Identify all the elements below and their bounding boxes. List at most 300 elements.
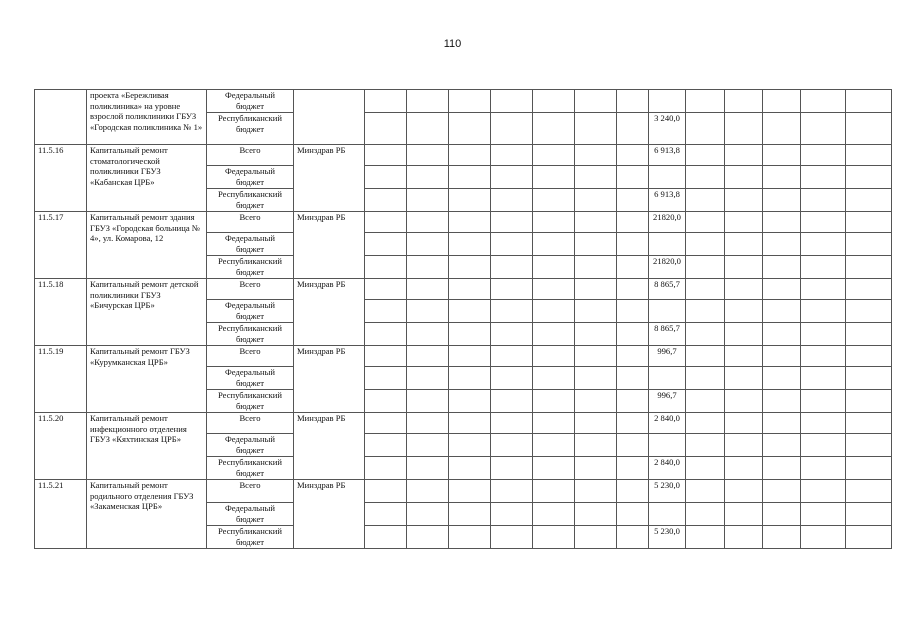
empty-cell	[763, 480, 801, 503]
empty-cell	[763, 323, 801, 346]
empty-cell	[846, 233, 892, 256]
empty-cell	[449, 367, 491, 390]
empty-cell	[763, 367, 801, 390]
empty-cell	[407, 279, 449, 300]
empty-cell	[491, 113, 533, 145]
source-total: Всего	[207, 279, 294, 300]
empty-cell	[801, 90, 846, 113]
empty-cell	[365, 90, 407, 113]
empty-cell	[725, 457, 763, 480]
empty-cell	[725, 279, 763, 300]
empty-cell	[686, 367, 725, 390]
empty-cell	[365, 212, 407, 233]
row-description: Капитальный ремонт стоматологической поликлиники ГБУЗ «Кабанская ЦРБ»	[87, 145, 207, 212]
empty-cell	[686, 300, 725, 323]
empty-cell	[449, 233, 491, 256]
empty-cell	[846, 526, 892, 549]
empty-cell	[617, 113, 649, 145]
table-row	[35, 346, 892, 367]
empty-cell	[725, 367, 763, 390]
empty-cell	[449, 90, 491, 113]
empty-cell	[365, 189, 407, 212]
empty-cell	[575, 413, 617, 434]
empty-cell	[686, 413, 725, 434]
empty-cell	[575, 367, 617, 390]
empty-cell	[407, 166, 449, 189]
empty-cell	[846, 480, 892, 503]
page-number: 110	[443, 38, 462, 50]
source-total: Всего	[207, 346, 294, 367]
empty-cell	[801, 457, 846, 480]
source-republic: Республиканский бюджет	[207, 390, 294, 413]
row-description: Капитальный ремонт родильного отделения ГБУЗ «Закаменская ЦРБ»	[87, 480, 207, 549]
empty-cell	[449, 503, 491, 526]
empty-cell	[617, 457, 649, 480]
empty-cell	[533, 113, 575, 145]
empty-cell	[725, 503, 763, 526]
empty-cell	[763, 300, 801, 323]
empty-cell	[617, 413, 649, 434]
empty-cell	[617, 526, 649, 549]
empty-cell	[725, 323, 763, 346]
empty-cell	[617, 145, 649, 166]
empty-cell	[801, 346, 846, 367]
empty-cell	[491, 300, 533, 323]
empty-cell	[763, 279, 801, 300]
empty-cell	[533, 212, 575, 233]
empty-cell	[686, 346, 725, 367]
empty-cell	[533, 233, 575, 256]
empty-cell	[686, 212, 725, 233]
empty-cell	[763, 145, 801, 166]
empty-cell	[491, 212, 533, 233]
empty-cell	[575, 279, 617, 300]
value-total: 2 840,0	[649, 413, 686, 434]
empty-cell	[407, 233, 449, 256]
empty-cell	[846, 413, 892, 434]
empty-cell	[686, 90, 725, 113]
value-federal	[649, 166, 686, 189]
empty-cell	[365, 256, 407, 279]
empty-cell	[725, 256, 763, 279]
row-executor: Минздрав РБ	[294, 413, 365, 480]
value-republic: 21820,0	[649, 256, 686, 279]
empty-cell	[575, 300, 617, 323]
empty-cell	[407, 503, 449, 526]
empty-cell	[491, 480, 533, 503]
empty-cell	[533, 300, 575, 323]
empty-cell	[491, 503, 533, 526]
empty-cell	[533, 145, 575, 166]
empty-cell	[575, 503, 617, 526]
empty-cell	[533, 390, 575, 413]
row-description: Капитальный ремонт инфекционного отделения ГБУЗ «Кяхтинская ЦРБ»	[87, 413, 207, 480]
source-federal: Федеральный бюджет	[207, 233, 294, 256]
empty-cell	[365, 480, 407, 503]
empty-cell	[491, 323, 533, 346]
empty-cell	[407, 212, 449, 233]
row-number: 11.5.19	[35, 346, 87, 413]
value-federal	[649, 434, 686, 457]
empty-cell	[407, 189, 449, 212]
empty-cell	[449, 346, 491, 367]
empty-cell	[365, 367, 407, 390]
empty-cell	[617, 166, 649, 189]
empty-cell	[365, 503, 407, 526]
empty-cell	[725, 526, 763, 549]
row-number: 11.5.18	[35, 279, 87, 346]
empty-cell	[801, 233, 846, 256]
row-executor: Минздрав РБ	[294, 212, 365, 279]
empty-cell	[801, 367, 846, 390]
empty-cell	[575, 323, 617, 346]
empty-cell	[533, 189, 575, 212]
empty-cell	[533, 279, 575, 300]
empty-cell	[449, 390, 491, 413]
empty-cell	[449, 323, 491, 346]
row-description: проекта «Бережливая поликлиника» на уровне взрослой поликлиники ГБУЗ «Городская поликлиника № 1»	[87, 90, 207, 145]
empty-cell	[846, 503, 892, 526]
empty-cell	[365, 279, 407, 300]
empty-cell	[533, 346, 575, 367]
empty-cell	[763, 346, 801, 367]
empty-cell	[686, 233, 725, 256]
empty-cell	[449, 279, 491, 300]
empty-cell	[846, 434, 892, 457]
empty-cell	[763, 233, 801, 256]
value-total: 21820,0	[649, 212, 686, 233]
empty-cell	[763, 212, 801, 233]
empty-cell	[801, 390, 846, 413]
empty-cell	[846, 457, 892, 480]
empty-cell	[449, 434, 491, 457]
value-republic: 6 913,8	[649, 189, 686, 212]
empty-cell	[491, 166, 533, 189]
empty-cell	[575, 90, 617, 113]
row-number	[35, 90, 87, 145]
empty-cell	[407, 346, 449, 367]
empty-cell	[491, 526, 533, 549]
empty-cell	[449, 413, 491, 434]
empty-cell	[686, 323, 725, 346]
source-federal: Федеральный бюджет	[207, 503, 294, 526]
empty-cell	[801, 113, 846, 145]
value-republic: 8 865,7	[649, 323, 686, 346]
empty-cell	[575, 480, 617, 503]
empty-cell	[365, 145, 407, 166]
empty-cell	[801, 526, 846, 549]
source-federal: Федеральный бюджет	[207, 300, 294, 323]
empty-cell	[846, 189, 892, 212]
empty-cell	[763, 189, 801, 212]
source-total: Всего	[207, 212, 294, 233]
empty-cell	[801, 434, 846, 457]
empty-cell	[617, 279, 649, 300]
empty-cell	[491, 457, 533, 480]
empty-cell	[763, 413, 801, 434]
empty-cell	[686, 166, 725, 189]
empty-cell	[725, 145, 763, 166]
empty-cell	[575, 145, 617, 166]
empty-cell	[801, 480, 846, 503]
row-number: 11.5.17	[35, 212, 87, 279]
value-republic: 996,7	[649, 390, 686, 413]
empty-cell	[407, 323, 449, 346]
table-row	[35, 279, 892, 300]
value-federal	[649, 367, 686, 390]
value-republic: 5 230,0	[649, 526, 686, 549]
table-row	[35, 480, 892, 503]
table-row	[35, 413, 892, 434]
empty-cell	[763, 457, 801, 480]
empty-cell	[533, 323, 575, 346]
empty-cell	[763, 166, 801, 189]
table-row	[35, 145, 892, 166]
empty-cell	[725, 480, 763, 503]
row-executor	[294, 90, 365, 145]
empty-cell	[801, 413, 846, 434]
empty-cell	[763, 526, 801, 549]
empty-cell	[407, 480, 449, 503]
empty-cell	[763, 503, 801, 526]
empty-cell	[365, 526, 407, 549]
value-republic: 3 240,0	[649, 113, 686, 145]
empty-cell	[617, 434, 649, 457]
table-row	[35, 212, 892, 233]
empty-cell	[846, 145, 892, 166]
empty-cell	[617, 300, 649, 323]
empty-cell	[491, 346, 533, 367]
empty-cell	[491, 233, 533, 256]
value-federal	[649, 90, 686, 113]
row-executor: Минздрав РБ	[294, 279, 365, 346]
empty-cell	[449, 113, 491, 145]
empty-cell	[617, 367, 649, 390]
empty-cell	[407, 367, 449, 390]
empty-cell	[686, 390, 725, 413]
empty-cell	[365, 113, 407, 145]
empty-cell	[801, 189, 846, 212]
empty-cell	[763, 256, 801, 279]
empty-cell	[575, 390, 617, 413]
empty-cell	[365, 457, 407, 480]
empty-cell	[407, 434, 449, 457]
source-republic: Республиканский бюджет	[207, 189, 294, 212]
empty-cell	[491, 367, 533, 390]
row-executor: Минздрав РБ	[294, 346, 365, 413]
row-number: 11.5.20	[35, 413, 87, 480]
empty-cell	[801, 279, 846, 300]
row-number: 11.5.21	[35, 480, 87, 549]
empty-cell	[846, 279, 892, 300]
empty-cell	[449, 189, 491, 212]
empty-cell	[449, 457, 491, 480]
value-total: 6 913,8	[649, 145, 686, 166]
empty-cell	[365, 346, 407, 367]
empty-cell	[801, 256, 846, 279]
empty-cell	[449, 212, 491, 233]
empty-cell	[686, 526, 725, 549]
empty-cell	[725, 90, 763, 113]
empty-cell	[846, 367, 892, 390]
empty-cell	[725, 189, 763, 212]
empty-cell	[407, 526, 449, 549]
empty-cell	[449, 300, 491, 323]
source-republic: Республиканский бюджет	[207, 256, 294, 279]
budget-table	[34, 89, 892, 549]
empty-cell	[686, 434, 725, 457]
source-republic: Республиканский бюджет	[207, 526, 294, 549]
empty-cell	[407, 457, 449, 480]
empty-cell	[491, 390, 533, 413]
empty-cell	[617, 189, 649, 212]
empty-cell	[365, 233, 407, 256]
empty-cell	[407, 256, 449, 279]
empty-cell	[801, 166, 846, 189]
empty-cell	[575, 526, 617, 549]
empty-cell	[449, 526, 491, 549]
row-number: 11.5.16	[35, 145, 87, 212]
empty-cell	[617, 233, 649, 256]
empty-cell	[725, 166, 763, 189]
empty-cell	[575, 166, 617, 189]
empty-cell	[725, 346, 763, 367]
value-total: 5 230,0	[649, 480, 686, 503]
row-executor: Минздрав РБ	[294, 145, 365, 212]
empty-cell	[686, 279, 725, 300]
empty-cell	[575, 113, 617, 145]
empty-cell	[725, 300, 763, 323]
empty-cell	[407, 390, 449, 413]
empty-cell	[801, 503, 846, 526]
empty-cell	[533, 503, 575, 526]
empty-cell	[617, 256, 649, 279]
table-row	[35, 90, 892, 113]
empty-cell	[407, 90, 449, 113]
empty-cell	[575, 189, 617, 212]
empty-cell	[533, 526, 575, 549]
empty-cell	[449, 480, 491, 503]
source-federal: Федеральный бюджет	[207, 90, 294, 113]
empty-cell	[686, 480, 725, 503]
empty-cell	[617, 90, 649, 113]
empty-cell	[365, 300, 407, 323]
empty-cell	[365, 434, 407, 457]
empty-cell	[725, 390, 763, 413]
empty-cell	[617, 503, 649, 526]
value-total: 996,7	[649, 346, 686, 367]
source-republic: Республиканский бюджет	[207, 323, 294, 346]
empty-cell	[846, 113, 892, 145]
empty-cell	[449, 145, 491, 166]
source-federal: Федеральный бюджет	[207, 166, 294, 189]
empty-cell	[365, 166, 407, 189]
empty-cell	[533, 367, 575, 390]
empty-cell	[617, 323, 649, 346]
empty-cell	[491, 90, 533, 113]
empty-cell	[686, 457, 725, 480]
empty-cell	[533, 434, 575, 457]
empty-cell	[763, 434, 801, 457]
empty-cell	[365, 390, 407, 413]
value-total: 8 865,7	[649, 279, 686, 300]
empty-cell	[801, 323, 846, 346]
empty-cell	[686, 189, 725, 212]
source-total: Всего	[207, 145, 294, 166]
value-federal	[649, 300, 686, 323]
empty-cell	[491, 434, 533, 457]
source-total: Всего	[207, 413, 294, 434]
empty-cell	[846, 256, 892, 279]
empty-cell	[725, 233, 763, 256]
empty-cell	[575, 434, 617, 457]
row-description: Капитальный ремонт ГБУЗ «Курумканская ЦРБ»	[87, 346, 207, 413]
empty-cell	[846, 346, 892, 367]
empty-cell	[491, 145, 533, 166]
source-republic: Республиканский бюджет	[207, 113, 294, 145]
empty-cell	[801, 212, 846, 233]
empty-cell	[725, 212, 763, 233]
empty-cell	[407, 145, 449, 166]
empty-cell	[686, 113, 725, 145]
empty-cell	[407, 113, 449, 145]
empty-cell	[533, 90, 575, 113]
empty-cell	[846, 323, 892, 346]
empty-cell	[491, 413, 533, 434]
empty-cell	[449, 256, 491, 279]
empty-cell	[846, 90, 892, 113]
source-federal: Федеральный бюджет	[207, 434, 294, 457]
empty-cell	[725, 434, 763, 457]
empty-cell	[617, 346, 649, 367]
empty-cell	[365, 413, 407, 434]
empty-cell	[575, 233, 617, 256]
empty-cell	[763, 113, 801, 145]
empty-cell	[449, 166, 491, 189]
value-republic: 2 840,0	[649, 457, 686, 480]
empty-cell	[725, 113, 763, 145]
empty-cell	[617, 390, 649, 413]
empty-cell	[575, 346, 617, 367]
empty-cell	[846, 390, 892, 413]
empty-cell	[533, 480, 575, 503]
empty-cell	[686, 503, 725, 526]
empty-cell	[407, 300, 449, 323]
empty-cell	[846, 212, 892, 233]
empty-cell	[763, 390, 801, 413]
empty-cell	[491, 256, 533, 279]
empty-cell	[533, 457, 575, 480]
empty-cell	[533, 413, 575, 434]
value-federal	[649, 233, 686, 256]
value-federal	[649, 503, 686, 526]
empty-cell	[686, 145, 725, 166]
empty-cell	[365, 323, 407, 346]
empty-cell	[491, 279, 533, 300]
row-executor: Минздрав РБ	[294, 480, 365, 549]
empty-cell	[491, 189, 533, 212]
empty-cell	[533, 256, 575, 279]
empty-cell	[575, 457, 617, 480]
source-republic: Республиканский бюджет	[207, 457, 294, 480]
empty-cell	[533, 166, 575, 189]
source-federal: Федеральный бюджет	[207, 367, 294, 390]
empty-cell	[575, 212, 617, 233]
empty-cell	[763, 90, 801, 113]
row-description: Капитальный ремонт детской поликлиники ГБУЗ «Бичурская ЦРБ»	[87, 279, 207, 346]
empty-cell	[617, 212, 649, 233]
row-description: Капитальный ремонт здания ГБУЗ «Городская больница № 4», ул. Комарова, 12	[87, 212, 207, 279]
